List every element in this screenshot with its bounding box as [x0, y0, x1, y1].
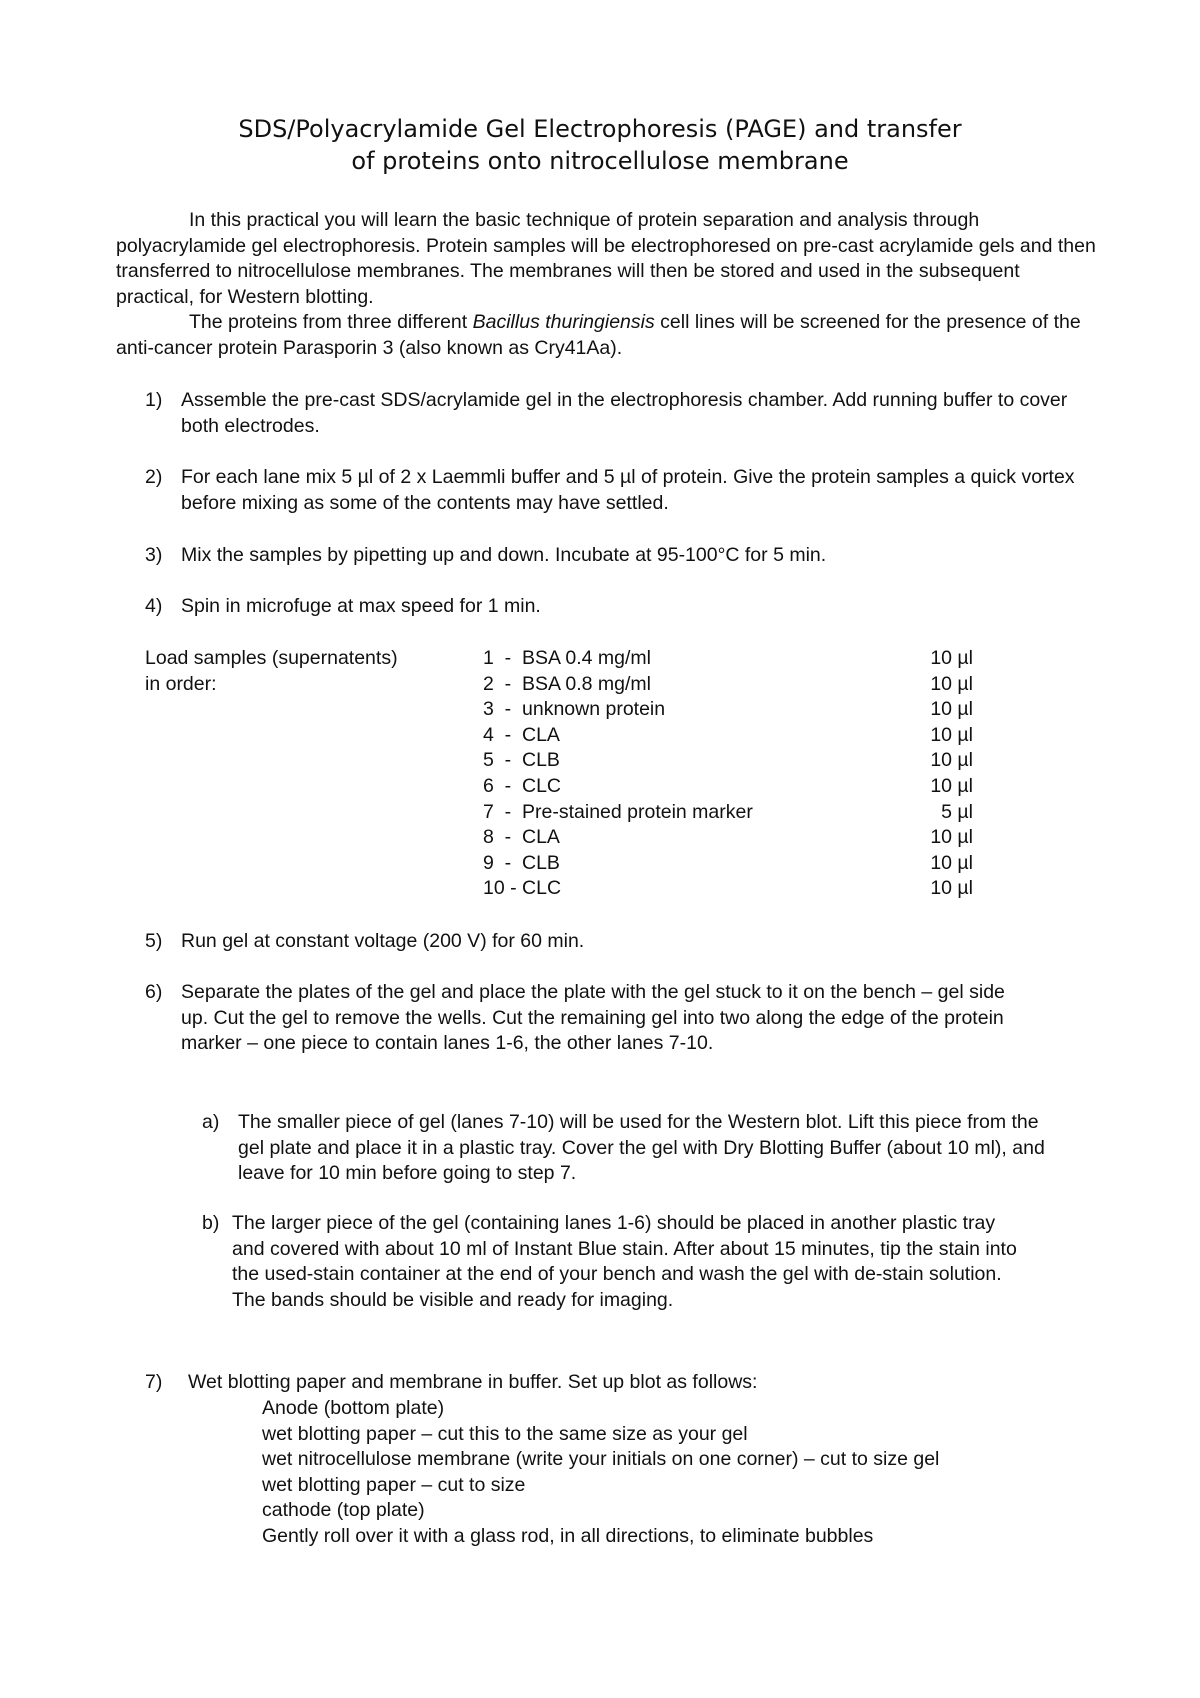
lane-sample: 6 - CLC — [483, 774, 562, 797]
loading-row — [483, 825, 973, 851]
blot-layer-cathode: cathode (top plate) — [262, 1499, 425, 1521]
load-label-line-1: Load samples (supernatents) — [145, 647, 398, 669]
step-6 — [145, 980, 1025, 1057]
step-text: Wet blotting paper and membrane in buffer. Set up blot as follows: — [188, 1371, 758, 1393]
loading-row — [483, 774, 973, 800]
lane-volume: 10 µl — [930, 723, 973, 746]
lane-sample: 1 - BSA 0.4 mg/ml — [483, 647, 651, 669]
step-number: 2) — [145, 466, 163, 488]
lane-sample: 9 - CLB — [483, 851, 560, 874]
lane-volume: 10 µl — [930, 877, 973, 900]
loading-row — [483, 800, 973, 826]
substep-letter: a) — [202, 1111, 220, 1133]
blot-layer-membrane: wet nitrocellulose membrane (write your initials on one corner) – cut to size gel — [262, 1448, 940, 1470]
substep-letter: b) — [202, 1212, 220, 1234]
step-3 — [145, 543, 1085, 569]
intro-section — [116, 208, 1096, 361]
step-4 — [145, 594, 1085, 620]
blot-layer-paper-1: wet blotting paper – cut this to the same size as your gel — [262, 1422, 748, 1445]
step-number: 6) — [145, 981, 163, 1003]
lane-volume: 10 µl — [930, 698, 973, 721]
lane-volume: 5 µl — [941, 800, 973, 823]
lane-volume: 10 µl — [930, 647, 973, 669]
lane-sample: 4 - CLA — [483, 723, 560, 746]
step-7 — [145, 1370, 1085, 1396]
loading-row — [483, 646, 973, 672]
loading-row — [483, 748, 973, 774]
lane-volume: 10 µl — [930, 774, 973, 797]
lane-sample: 7 - Pre-stained protein marker — [483, 800, 753, 823]
intro-p2-end: cell lines will be screened for the presence of the anti-cancer protein Parasporin 3 (also known as Cry41Aa). — [116, 311, 1081, 359]
substep-text: The larger piece of the gel (containing lanes 1-6) should be placed in another plastic tray and covered with about 10 ml of Instant Blue stain. After about 15 minutes, tip the stain into the used-stain container at the end of your bench and wash the gel with de-stain solution. The bands should be visible and ready for imaging. — [232, 1212, 1017, 1311]
lane-sample: 10 - CLC — [483, 877, 562, 900]
step-6a — [202, 1110, 1062, 1187]
lane-volume: 10 µl — [930, 826, 973, 849]
step-number: 4) — [145, 595, 163, 617]
lane-sample: 3 - unknown protein — [483, 698, 666, 721]
loading-row — [483, 723, 973, 749]
load-label-line-2: in order: — [145, 672, 217, 695]
step-1 — [145, 388, 1085, 439]
title-line-1: SDS/Polyacrylamide Gel Electrophoresis (PAGE) and transfer — [238, 115, 962, 143]
species-name: Bacillus thuringiensis — [472, 311, 655, 333]
lane-sample: 8 - CLA — [483, 826, 560, 849]
loading-order-table — [483, 646, 973, 902]
blot-layer-anode: Anode (bottom plate) — [262, 1397, 445, 1419]
lane-sample: 2 - BSA 0.8 mg/ml — [483, 672, 651, 695]
lane-volume: 10 µl — [930, 749, 973, 772]
intro-paragraph-1: In this practical you will learn the basic technique of protein separation and analysis through polyacrylamide gel electrophoresis. Protein samples will be electrophoresed on pre-cast acrylamide gels and then transferred to nitrocellulose membranes. The membranes will then be stored and used in the subsequent practical, for Western blotting. — [116, 209, 1096, 308]
step-text: Separate the plates of the gel and place the plate with the gel stuck to it on the bench – gel side up. Cut the gel to remove the wells. Cut the remaining gel into two along the edge of the protein marker – one piece to contain lanes 1-6, the other lanes 7-10. — [181, 981, 1005, 1054]
loading-row — [483, 876, 973, 902]
substep-text: The smaller piece of gel (lanes 7-10) will be used for the Western blot. Lift this piece from the gel plate and place it in a plastic tray. Cover the gel with Dry Blotting Buffer (about 10 ml), and leave for 10 min before going to step 7. — [238, 1111, 1045, 1184]
step-6b — [202, 1211, 1032, 1313]
blot-setup-list — [262, 1396, 1062, 1549]
step-text: Spin in microfuge at max speed for 1 min. — [181, 595, 541, 617]
step-text: Run gel at constant voltage (200 V) for 60 min. — [181, 930, 585, 952]
step-5 — [145, 929, 1085, 955]
lane-sample: 5 - CLB — [483, 749, 560, 772]
step-number: 1) — [145, 389, 163, 411]
intro-p2-start: The proteins from three different — [189, 311, 473, 333]
step-text: For each lane mix 5 µl of 2 x Laemmli buffer and 5 µl of protein. Give the protein samples a quick vortex before mixing as some of the contents may have settled. — [181, 466, 1075, 514]
page-title — [0, 113, 1200, 177]
loading-row — [483, 672, 973, 698]
step-2 — [145, 465, 1085, 516]
blot-layer-paper-2: wet blotting paper – cut to size — [262, 1473, 526, 1496]
lane-volume: 10 µl — [930, 672, 973, 695]
title-line-2: of proteins onto nitrocellulose membrane — [351, 147, 849, 175]
loading-row — [483, 697, 973, 723]
step-number: 5) — [145, 930, 163, 952]
load-samples-label — [145, 646, 445, 697]
step-number: 3) — [145, 544, 163, 566]
blot-roll-instruction: Gently roll over it with a glass rod, in all directions, to eliminate bubbles — [262, 1524, 874, 1547]
lane-volume: 10 µl — [930, 851, 973, 874]
step-text: Mix the samples by pipetting up and down. Incubate at 95-100°C for 5 min. — [181, 544, 827, 566]
intro-paragraph-2 — [116, 310, 1096, 361]
loading-row — [483, 851, 973, 877]
step-text: Assemble the pre-cast SDS/acrylamide gel in the electrophoresis chamber. Add running buffer to cover both electrodes. — [181, 389, 1068, 437]
step-number: 7) — [145, 1371, 163, 1393]
